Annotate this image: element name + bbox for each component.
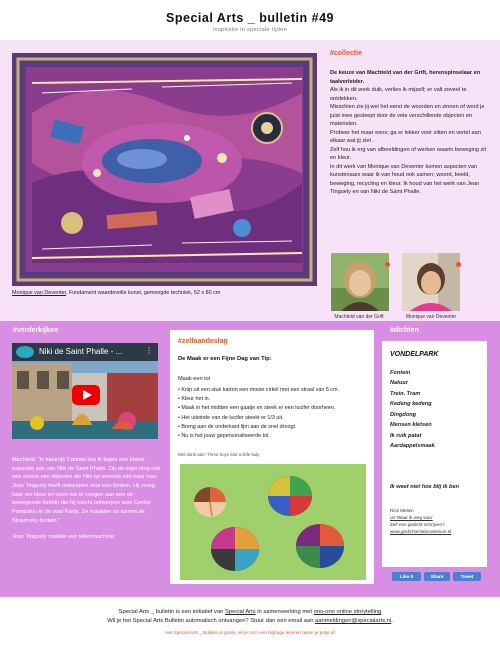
- artwork-illustration: [12, 53, 317, 286]
- collectie-lead: De keuze van Machteld van der Grift, herenspinselaar en taalverleider.: [330, 70, 481, 85]
- spinning-tops-illustration: [180, 464, 366, 580]
- poem-lines: [390, 368, 435, 452]
- footer-text: Special Arts _ bulletin is een initiatief van: [118, 609, 226, 615]
- tip-steps: [178, 386, 370, 441]
- poetry-site-link[interactable]: www.gedichtenlaboratorium.nl: [390, 528, 452, 534]
- footer-line-1: [0, 609, 500, 615]
- zelfaandeslag-card: [170, 330, 374, 584]
- footer-line-2: [0, 618, 500, 624]
- email-link[interactable]: aanmeldingen@specialarts.nl: [315, 618, 392, 624]
- zelfaandeslag-heading: #zelfaandeslag: [178, 338, 228, 345]
- poem-line: Trein, Tram: [390, 390, 421, 397]
- play-icon[interactable]: [83, 390, 92, 400]
- collectie-section: [0, 40, 500, 321]
- poem-line: Ik ruik patat: [390, 432, 422, 439]
- bulletin-tagline: inspiratie in speciale tijden: [213, 27, 287, 33]
- special-arts-link[interactable]: Special Arts: [225, 609, 256, 615]
- dichten-heading: #dichten: [390, 327, 419, 334]
- tip-intro: Maak een tol: [178, 376, 211, 382]
- channel-logo-icon[interactable]: [16, 346, 34, 358]
- tip-heading: De Maak er een Fijne Dag van Tip:: [178, 356, 272, 362]
- tip-step: • Kleur het in.: [178, 395, 370, 404]
- accent-dot: [456, 262, 461, 267]
- tip-credit: Met dank aan: Three boys and a little lady: [178, 452, 260, 457]
- collectie-paragraph: Misschien zie jij wel het eerst de woorden en zinnen of word je juist mee gesleept door de vele verschillende objecten en materialen.: [330, 104, 485, 127]
- poem-line: Fontein: [390, 370, 411, 376]
- more-options-icon[interactable]: ⋮: [145, 346, 153, 355]
- tip-step: • Het uiteinde van de lucifer steekt er 1/3 uit.: [178, 414, 370, 423]
- collectie-paragraph: In dit werk van Monique van Deventer komen aspecten van kunstenaars waar ik van houd ook samen; woord, beeld, beweging, recycling en kleur. Ik houd van het werk van Jean Tinguely en van Niki de Saint Phalle.: [330, 163, 480, 195]
- footer-donation-note: Het Special Arts _ Bulletin is gratis, wil je toch een bijdrage leveren neem je petje af: [165, 630, 335, 635]
- tip-step: • Knip uit een stuk karton een mooie cirkel met een straal van 5 cm.: [178, 386, 370, 395]
- portrait-illustration: [402, 253, 460, 311]
- tweet-button[interactable]: Tweet: [453, 572, 481, 581]
- video-title[interactable]: Niki de Saint Phalle - ...: [39, 347, 123, 356]
- collectie-heading: #collectie: [330, 50, 362, 57]
- bulletin-title: Special Arts _ bulletin #49: [166, 11, 334, 25]
- tip-step: • Maak in het midden een gaatje en steek er een lucifer doorheen.: [178, 404, 370, 413]
- photo-caption-monique: Monique van Deventer: [405, 314, 457, 320]
- video-embed[interactable]: [12, 343, 158, 439]
- spinning-tops-photo: [180, 464, 366, 580]
- footer-text: Wil je het Special Arts Bulletin automatisch ontvangen? Stuur dan een email aan: [107, 618, 316, 624]
- verderkijken-text: [12, 456, 162, 550]
- accent-dot: [385, 262, 390, 267]
- artwork-details: , Fundament waardevolle kunst, gemengde techniek, 52 x 80 cm: [65, 290, 221, 296]
- collectie-text: [330, 69, 490, 197]
- artwork-caption: [12, 290, 220, 296]
- share-button[interactable]: Share: [424, 572, 450, 581]
- poem-author: Rick Melein: [390, 508, 414, 513]
- poem-attribution: [390, 508, 451, 536]
- photo-caption-machteld: Machteld van der Grift: [334, 314, 384, 320]
- artwork-image[interactable]: [12, 53, 317, 286]
- verderkijken-paragraph: Machteld: “In kleurrijk Cannes liep ik tegen een kleine expositie aan van Niki de Saint Phalle. Op de expo hing ook een schets van objecten die Niki op verzoek van haar man Jean Tinguely heeft ontworpen voor een fontein. Hij vroeg haar om kleur en vorm toe te voegen aan een de bewegende fontein die hij mocht ontwerpen voor Centre Pompidou in de stad Parijs. Ze maakten zo samen de Stravinsky-fontein.”: [12, 457, 161, 524]
- poem-line: Dingdong: [390, 411, 417, 418]
- poem-line: Kedeng kedeng: [390, 401, 432, 408]
- bulletin-footer: [0, 597, 500, 647]
- photo-machteld: [331, 253, 389, 311]
- photo-monique: [402, 253, 460, 311]
- collectie-paragraph: Als ik in dit werk duik, verlies ik mijzelf; er valt zoveel te ontdekken.: [330, 87, 467, 102]
- poem-question: Zelf een gedicht schrijven?: [390, 521, 445, 527]
- collectie-paragraph: Zelf hou ik erg van afbeeldingen of werken waarin beweging zit en kleur.: [330, 146, 487, 161]
- poem-line: Mensen kletsen: [390, 422, 432, 429]
- tip-step: • Nu is het jouw gepersonaliseerde tol.: [178, 432, 370, 441]
- poem-card: [382, 341, 487, 567]
- collectie-paragraph: Probeer het maar eens; ga er lekker voor zitten en vertel aan elkaar wat jij ziet .: [330, 129, 481, 144]
- portrait-illustration: [331, 253, 389, 311]
- poem-source-link[interactable]: uit 'Waar ik weg waa': [390, 514, 433, 520]
- tip-step: • Breng aan de onderkant lijm aan de snel droogt.: [178, 423, 370, 432]
- like-button[interactable]: Like 0: [392, 572, 421, 581]
- poem-line: Aardappelsmaak: [390, 443, 435, 450]
- bulletin-header: [0, 0, 500, 40]
- footer-text: .: [391, 618, 393, 624]
- verderkijken-paragraph: Jean Tinguely maakte een tekenmachine.: [12, 534, 116, 541]
- poem-title: VONDELPARK: [390, 351, 439, 358]
- poem-line: Natuur: [390, 380, 409, 387]
- ono-ono-link[interactable]: ono-ono online storytelling: [313, 609, 382, 615]
- footer-text: in samenwerking met: [255, 609, 314, 615]
- poem-final-line: Ik weet niet hoe blij ik ben: [390, 484, 460, 490]
- verderkijken-heading: #verderkijken: [13, 327, 59, 334]
- artist-link[interactable]: Monique van Deventer: [12, 290, 66, 296]
